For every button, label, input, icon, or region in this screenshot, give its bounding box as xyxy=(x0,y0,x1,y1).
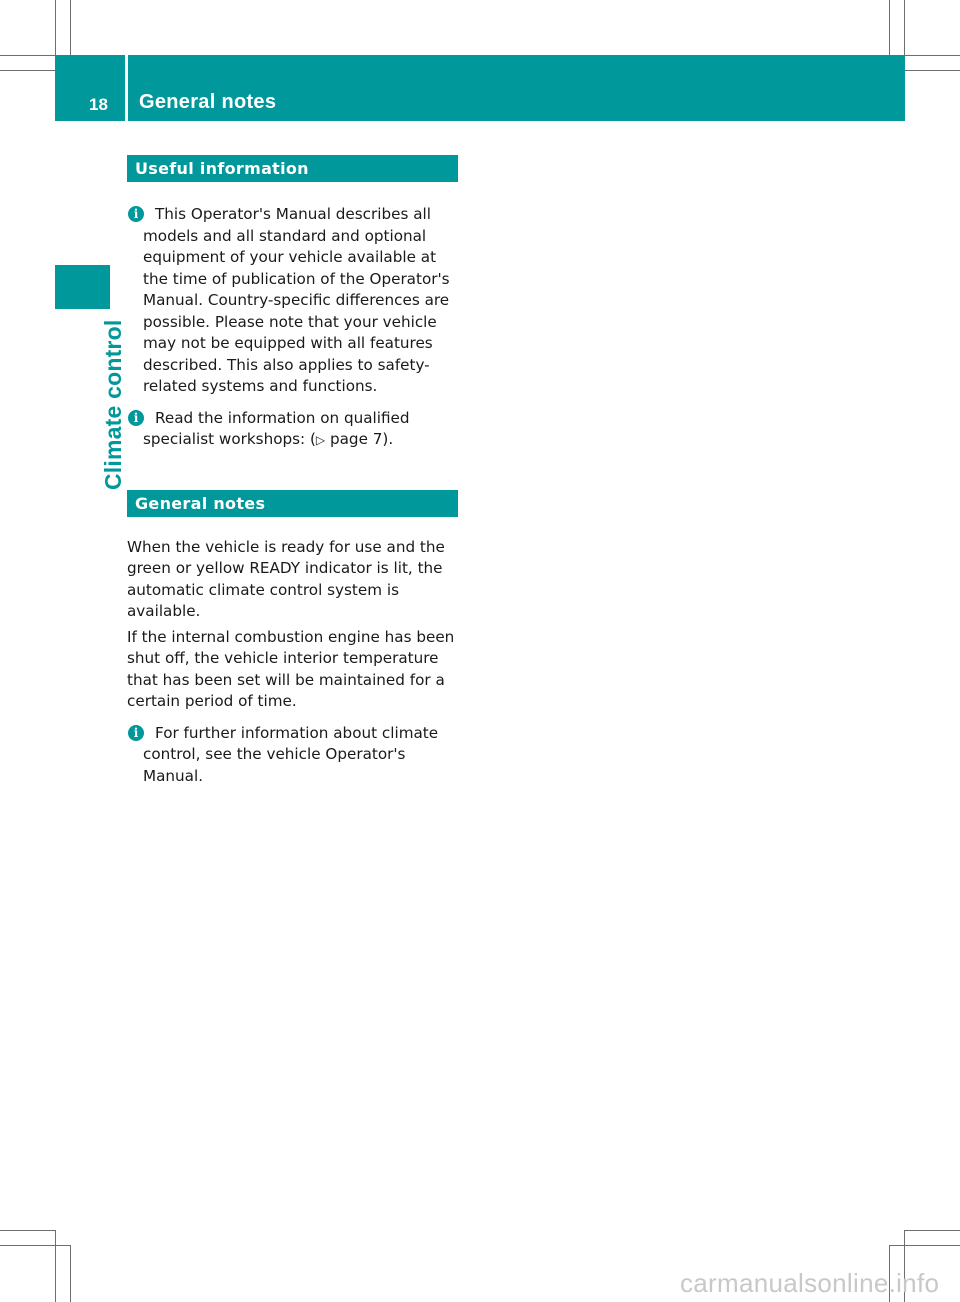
crop-mark xyxy=(905,55,960,56)
main-content xyxy=(127,155,458,787)
crop-mark xyxy=(905,70,960,71)
info-note-text: This Operator's Manual describes all models and all standard and optional equipment of your vehicle available at the time of publication of the Operator's Manual. Country-specific differences are possible. Please note that your vehicle may not be equipped with all features described. This also applies to safety-related systems and functions. xyxy=(143,205,450,395)
info-icon: i xyxy=(128,410,144,426)
crop-mark xyxy=(0,55,55,56)
info-note-text: For further information about climate control, see the vehicle Operator's Manual. xyxy=(143,723,439,785)
header-divider xyxy=(125,55,128,121)
watermark: carmanualsonline.info xyxy=(680,1268,940,1298)
info-icon: i xyxy=(128,725,144,741)
side-tab-marker xyxy=(55,265,110,309)
info-icon: i xyxy=(128,206,144,222)
crop-mark xyxy=(904,0,905,55)
crop-mark xyxy=(55,0,56,55)
crop-mark xyxy=(889,1245,960,1246)
page-reference-link[interactable]: page 7). xyxy=(325,430,394,448)
info-note-text-part: Read the information on qualified specialist workshops: ( xyxy=(143,408,410,448)
crop-mark xyxy=(55,1230,56,1302)
section-heading-useful-information: Useful information xyxy=(127,155,458,182)
info-note xyxy=(127,408,458,452)
body-paragraph: When the vehicle is ready for use and the green or yellow READY indicator is lit, the automatic climate control system is available. xyxy=(127,537,445,620)
crop-mark xyxy=(70,0,71,55)
page-reference-arrow-icon: ▷ xyxy=(315,433,326,447)
info-note-text xyxy=(143,408,458,452)
chapter-label: Climate control xyxy=(100,319,126,490)
section-heading-general-notes: General notes xyxy=(127,490,458,517)
page-header xyxy=(55,55,905,121)
body-paragraph: If the internal combustion engine has been shut off, the vehicle interior temperature that has been set will be maintained for a certain period of time. xyxy=(127,627,455,710)
crop-mark xyxy=(889,0,890,55)
page-title: General notes xyxy=(139,91,277,113)
crop-mark xyxy=(0,1230,55,1231)
crop-mark xyxy=(0,70,55,71)
crop-mark xyxy=(904,1230,960,1231)
info-note xyxy=(127,723,458,788)
crop-mark xyxy=(0,1245,70,1246)
page-number: 18 xyxy=(89,95,108,114)
info-note xyxy=(127,204,458,398)
crop-mark xyxy=(70,1245,71,1302)
